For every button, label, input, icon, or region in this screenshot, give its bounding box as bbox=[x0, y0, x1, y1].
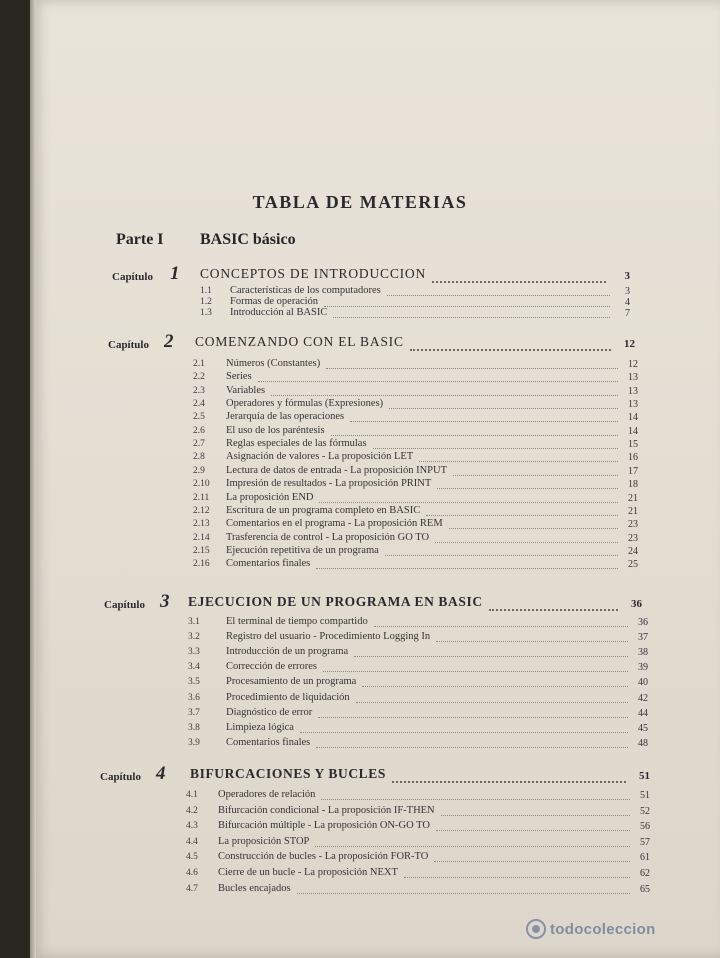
section-page: 21 bbox=[628, 505, 638, 517]
section-leader-dots bbox=[316, 560, 618, 569]
section-leader-dots bbox=[318, 709, 628, 718]
section-page: 13 bbox=[628, 399, 638, 411]
section-leader-dots bbox=[437, 480, 618, 489]
section-title: Impresión de resultados - La proposición PRINT bbox=[226, 478, 432, 490]
chapter-label: Capítulo bbox=[112, 271, 153, 283]
section-title: Operadores y fórmulas (Expresiones) bbox=[226, 398, 384, 410]
section-number: 4.5 bbox=[186, 852, 198, 863]
section-number: 3.4 bbox=[188, 662, 200, 673]
section-page: 57 bbox=[640, 836, 650, 848]
section-title: Series bbox=[226, 371, 252, 383]
section-leader-dots bbox=[373, 440, 618, 449]
chapter-number: 2 bbox=[164, 331, 174, 352]
section-title: Trasferencia de control - La proposición GO TO bbox=[226, 531, 430, 543]
chapter-leader-dots bbox=[392, 771, 626, 783]
part-label: Parte I bbox=[116, 231, 164, 248]
section-title: Características de los computadores bbox=[230, 285, 381, 296]
section-page: 51 bbox=[640, 790, 650, 801]
section-leader-dots bbox=[385, 547, 618, 556]
chapter-leader-dots bbox=[432, 271, 606, 283]
section-title: Comentarios finales bbox=[226, 736, 311, 748]
section-page: 25 bbox=[628, 559, 638, 571]
section-number: 2.15 bbox=[193, 545, 210, 556]
section-leader-dots bbox=[449, 520, 618, 529]
section-number: 2.2 bbox=[193, 372, 205, 383]
section-leader-dots bbox=[404, 869, 630, 878]
section-number: 2.10 bbox=[193, 479, 210, 490]
section-title: Comentarios finales bbox=[226, 558, 311, 570]
section-number: 3.9 bbox=[188, 737, 200, 748]
chapter-leader-dots bbox=[410, 339, 611, 351]
section-title: Asignación de valores - La proposición LET bbox=[226, 451, 414, 463]
page-edge bbox=[30, 0, 36, 958]
section-number: 3.7 bbox=[188, 707, 200, 718]
section-number: 2.1 bbox=[193, 359, 205, 369]
chapter-label: Capítulo bbox=[104, 599, 145, 611]
section-number: 2.14 bbox=[193, 532, 210, 543]
section-leader-dots bbox=[453, 467, 618, 476]
section-page: 36 bbox=[638, 617, 648, 628]
section-number: 2.9 bbox=[193, 465, 205, 476]
section-number: 4.3 bbox=[186, 821, 198, 832]
section-number: 3.3 bbox=[188, 647, 200, 658]
section-page: 3 bbox=[625, 286, 630, 297]
section-title: Jerarquía de las operaciones bbox=[226, 411, 345, 423]
part-title: BASIC básico bbox=[200, 231, 296, 248]
section-number: 2.8 bbox=[193, 452, 205, 463]
section-number: 4.6 bbox=[186, 868, 198, 878]
section-number: 2.13 bbox=[193, 519, 210, 530]
section-page: 17 bbox=[628, 465, 638, 477]
chapter-page: 12 bbox=[624, 338, 635, 350]
chapter-title: BIFURCACIONES Y BUCLES bbox=[190, 766, 386, 781]
section-page: 39 bbox=[638, 662, 648, 674]
section-number: 4.4 bbox=[186, 836, 198, 847]
section-page: 56 bbox=[640, 821, 650, 833]
watermark bbox=[526, 916, 706, 942]
section-leader-dots bbox=[441, 807, 630, 816]
section-page: 7 bbox=[625, 308, 630, 320]
section-title: Introducción al BASIC bbox=[230, 307, 328, 319]
section-title: Cierre de un bucle - La proposición NEXT bbox=[218, 867, 398, 878]
section-page: 14 bbox=[628, 412, 638, 424]
section-title: Bifurcación múltiple - La proposición ON-GO TO bbox=[218, 820, 430, 832]
section-number: 4.1 bbox=[186, 790, 198, 800]
section-leader-dots bbox=[436, 633, 628, 642]
section-number: 3.8 bbox=[188, 722, 200, 733]
chapter-title: CONCEPTOS DE INTRODUCCION bbox=[200, 266, 427, 281]
section-number: 3.5 bbox=[188, 677, 200, 688]
chapter-number: 1 bbox=[170, 263, 180, 284]
section-title: El terminal de tiempo compartido bbox=[226, 616, 368, 627]
section-leader-dots bbox=[331, 427, 618, 436]
section-number: 4.2 bbox=[186, 805, 198, 816]
section-page: 13 bbox=[628, 372, 638, 384]
chapter-page: 36 bbox=[631, 598, 642, 610]
section-title: Limpieza lógica bbox=[226, 721, 294, 733]
section-number: 2.4 bbox=[193, 399, 205, 410]
section-number: 2.7 bbox=[193, 439, 205, 450]
section-page: 13 bbox=[628, 385, 638, 397]
section-page: 23 bbox=[628, 519, 638, 531]
chapter-title: EJECUCION DE UN PROGRAMA EN BASIC bbox=[188, 594, 483, 609]
section-title: El uso de los paréntesis bbox=[226, 424, 325, 436]
section-leader-dots bbox=[271, 387, 618, 396]
section-leader-dots bbox=[435, 534, 618, 543]
section-page: 40 bbox=[638, 677, 648, 689]
section-number: 4.7 bbox=[186, 883, 198, 894]
section-number: 3.2 bbox=[188, 632, 200, 643]
section-title: Procesamiento de un programa bbox=[226, 676, 357, 688]
section-number: 1.2 bbox=[200, 297, 212, 308]
watermark-logo-icon bbox=[526, 919, 546, 939]
section-leader-dots bbox=[323, 663, 628, 672]
section-leader-dots bbox=[350, 413, 618, 422]
section-leader-dots bbox=[326, 360, 618, 369]
section-number: 1.3 bbox=[200, 308, 212, 319]
section-leader-dots bbox=[297, 885, 630, 894]
chapter-leader-dots bbox=[489, 599, 618, 611]
section-leader-dots bbox=[321, 791, 630, 800]
section-title: Construcción de bucles - La proposición FOR-TO bbox=[218, 851, 429, 863]
section-page: 16 bbox=[628, 452, 638, 464]
section-page: 24 bbox=[628, 545, 638, 557]
section-leader-dots bbox=[434, 853, 630, 862]
section-title: Operadores de relación bbox=[218, 789, 316, 800]
section-leader-dots bbox=[374, 618, 628, 627]
chapter-number: 4 bbox=[156, 763, 166, 784]
section-page: 37 bbox=[638, 632, 648, 644]
section-page: 61 bbox=[640, 852, 650, 864]
section-title: Corrección de errores bbox=[226, 661, 317, 673]
section-title: Registro del usuario - Procedimiento Logging In bbox=[226, 631, 431, 643]
section-title: La proposición END bbox=[226, 491, 314, 503]
section-title: La proposición STOP bbox=[218, 835, 310, 847]
section-leader-dots bbox=[419, 453, 618, 462]
section-page: 48 bbox=[638, 737, 648, 749]
section-leader-dots bbox=[354, 648, 628, 657]
chapter-page: 51 bbox=[639, 770, 650, 782]
section-page: 65 bbox=[640, 883, 650, 895]
chapter-title: COMENZANDO CON EL BASIC bbox=[195, 334, 404, 349]
section-leader-dots bbox=[387, 287, 610, 296]
section-page: 12 bbox=[628, 359, 638, 370]
section-title: Introducción de un programa bbox=[226, 646, 349, 658]
section-title: Escritura de un programa completo en BASIC bbox=[226, 504, 421, 516]
section-page: 15 bbox=[628, 439, 638, 451]
section-title: Ejecución repetitiva de un programa bbox=[226, 544, 379, 556]
section-number: 3.6 bbox=[188, 692, 200, 703]
toc-title: TABLA DE MATERIAS bbox=[252, 192, 468, 212]
section-leader-dots bbox=[324, 298, 610, 307]
section-page: 38 bbox=[638, 647, 648, 659]
section-leader-dots bbox=[319, 494, 618, 503]
chapter-number: 3 bbox=[160, 591, 170, 612]
section-number: 2.11 bbox=[193, 492, 210, 503]
book-page bbox=[30, 0, 720, 958]
section-leader-dots bbox=[436, 822, 630, 831]
section-title: Bifurcación condicional - La proposición IF-THEN bbox=[218, 804, 435, 816]
section-page: 62 bbox=[640, 868, 650, 879]
section-page: 44 bbox=[638, 707, 648, 719]
section-leader-dots bbox=[300, 724, 628, 733]
section-title: Reglas especiales de las fórmulas bbox=[226, 438, 367, 450]
section-page: 14 bbox=[628, 425, 638, 437]
section-leader-dots bbox=[356, 694, 628, 703]
section-title: Formas de operación bbox=[230, 296, 319, 308]
section-number: 2.12 bbox=[193, 505, 210, 516]
section-title: Variables bbox=[226, 384, 266, 396]
section-page: 45 bbox=[638, 722, 648, 734]
section-page: 4 bbox=[625, 297, 630, 309]
section-leader-dots bbox=[333, 309, 610, 318]
section-page: 21 bbox=[628, 492, 638, 504]
section-number: 3.1 bbox=[188, 617, 200, 627]
section-number: 2.6 bbox=[193, 425, 205, 436]
section-title: Comentarios en el programa - La proposición REM bbox=[226, 518, 443, 530]
section-page: 18 bbox=[628, 479, 638, 491]
section-leader-dots bbox=[315, 838, 630, 847]
section-page: 23 bbox=[628, 532, 638, 544]
section-title: Lectura de datos de entrada - La proposición INPUT bbox=[226, 464, 448, 476]
section-number: 1.1 bbox=[200, 286, 212, 296]
section-number: 2.16 bbox=[193, 559, 210, 570]
chapter-label: Capítulo bbox=[100, 771, 141, 783]
section-title: Números (Constantes) bbox=[226, 358, 321, 369]
section-leader-dots bbox=[426, 507, 618, 516]
section-leader-dots bbox=[362, 678, 628, 687]
chapter-page: 3 bbox=[624, 270, 630, 282]
watermark-text: todocoleccion bbox=[550, 920, 656, 938]
section-title: Bucles encajados bbox=[218, 882, 291, 894]
section-leader-dots bbox=[316, 739, 628, 748]
section-number: 2.3 bbox=[193, 385, 205, 396]
section-title: Diagnóstico de error bbox=[226, 706, 313, 718]
section-title: Procedimiento de liquidación bbox=[226, 691, 350, 703]
section-page: 52 bbox=[640, 805, 650, 817]
section-number: 2.5 bbox=[193, 412, 205, 423]
chapter-label: Capítulo bbox=[108, 339, 149, 351]
section-leader-dots bbox=[389, 400, 618, 409]
section-page: 42 bbox=[638, 692, 648, 704]
section-leader-dots bbox=[258, 373, 618, 382]
